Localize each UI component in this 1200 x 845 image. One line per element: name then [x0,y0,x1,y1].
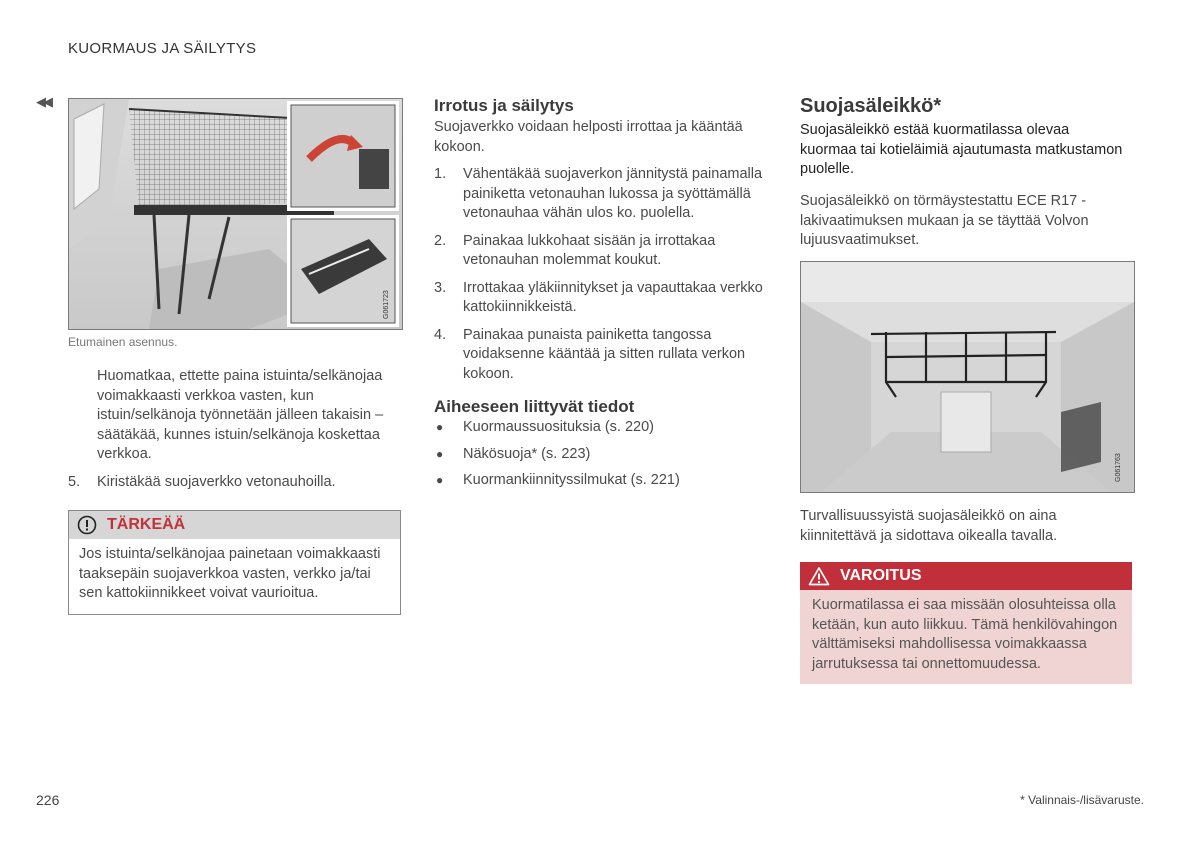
removal-intro: Suojaverkko voidaan helposti irrottaa ja kääntää kokoon. [434,119,743,155]
step-item [434,232,764,271]
grille-illustration-drawing [801,262,1134,492]
step-text: Painakaa lukkohaat sisään ja irrottakaa vetonauhan molemmat koukut. [463,232,716,268]
note-paragraph: Huomatkaa, ettette paina istuinta/selkänojaa voimakkaasti verkkoa vasten, kun istuin/selkänoja työnnetään jälleen takaisin – säätäkää, kunnes istuin/selkänoja koskettaa verkkoa. [97,368,384,462]
important-notice [68,510,401,615]
page-number: 226 [36,792,60,808]
step-item [434,165,764,224]
important-text: Jos istuinta/selkänojaa painetaan voimakkaasti taaksepäin suojaverkkoa vasten, verkko ja/tai sen kattokiinnikkeet voivat vaurioitua. [79,546,381,601]
bullet-icon: ● [436,473,444,487]
important-header [69,511,400,539]
important-title: TÄRKEÄÄ [107,516,186,533]
cargo-grille-illustration [800,261,1135,493]
step-text: Irrottakaa yläkiinnitykset ja vapauttakaa verkko kattokiinnikkeistä. [463,279,763,315]
step-number: 3. [434,279,447,296]
related-link-text[interactable]: Kuormaussuosituksia (s. 220) [463,419,654,435]
exclamation-circle-icon [77,515,97,535]
figure-caption: Etumainen asennus. [68,335,178,349]
section-heading-removal: Irrotus ja säilytys [434,96,574,115]
grille-paragraph: Suojasäleikkö on törmäystestattu ECE R17 -lakivaatimuksen mukaan ja se täyttää Volvon lujuusvaatimukset. [800,193,1089,248]
footnote: * Valinnais-/lisävaruste. [1020,793,1144,807]
warning-header [800,562,1132,590]
step-text: Vähentäkää suojaverkon jännitystä painamalla painiketta vetonauhan lukossa ja syöttämällä vetonauhaa vähän ulos ko. puolella. [463,166,763,221]
related-link[interactable] [434,471,764,491]
related-link[interactable] [434,445,764,465]
section-header: KUORMAUS JA SÄILYTYS [68,40,257,57]
step-text: Kiristäkää suojaverkko vetonauhoilla. [97,474,336,490]
section-heading-grille: Suojasäleikkö* [800,95,942,117]
double-chevron-left-icon[interactable]: ◀◀ [36,94,50,109]
related-links [434,418,764,498]
step-5 [68,473,401,493]
related-link-text[interactable]: Kuormankiinnityssilmukat (s. 221) [463,472,680,488]
bullet-icon: ● [436,446,444,461]
removal-steps [434,165,764,392]
figure-code: G061763 [1115,453,1122,482]
step-number: 2. [434,232,447,249]
warning-triangle-icon [808,566,830,586]
net-illustration-drawing [69,99,402,329]
step-number: 1. [434,166,447,182]
grille-caption: Turvallisuussyistä suojasäleikkö on aina kiinnitettävä ja sidottava oikealla tavalla. [800,508,1058,544]
figure-code: G061723 [383,290,390,319]
warning-text: Kuormatilassa ei saa missään olosuhteissa olla ketään, kun auto liikkuu. Tämä henkilövahingon välttämiseksi mahdollisessa voimakkaassa jarrutuksessa tai onnettomuudessa. [800,590,1132,684]
step-text: Painakaa punaista painiketta tangossa voidaksenne kääntää ja sitten rullata verkon kokoon. [463,326,746,382]
related-link-text[interactable]: Näkösuoja* (s. 223) [463,445,591,462]
related-link[interactable] [434,418,764,438]
step-number: 5. [68,474,81,490]
related-heading: Aiheeseen liittyvät tiedot [434,397,635,416]
step-item [434,326,764,385]
bullet-icon: ● [436,420,444,434]
step-item [434,279,764,318]
front-mount-net-illustration [68,98,403,330]
warning-notice [800,562,1132,684]
step-number: 4. [434,326,447,343]
warning-title: VAROITUS [840,567,922,584]
grille-lead: Suojasäleikkö estää kuormatilassa olevaa kuormaa tai kotieläimiä ajautumasta matkustamon puolelle. [800,122,1123,177]
